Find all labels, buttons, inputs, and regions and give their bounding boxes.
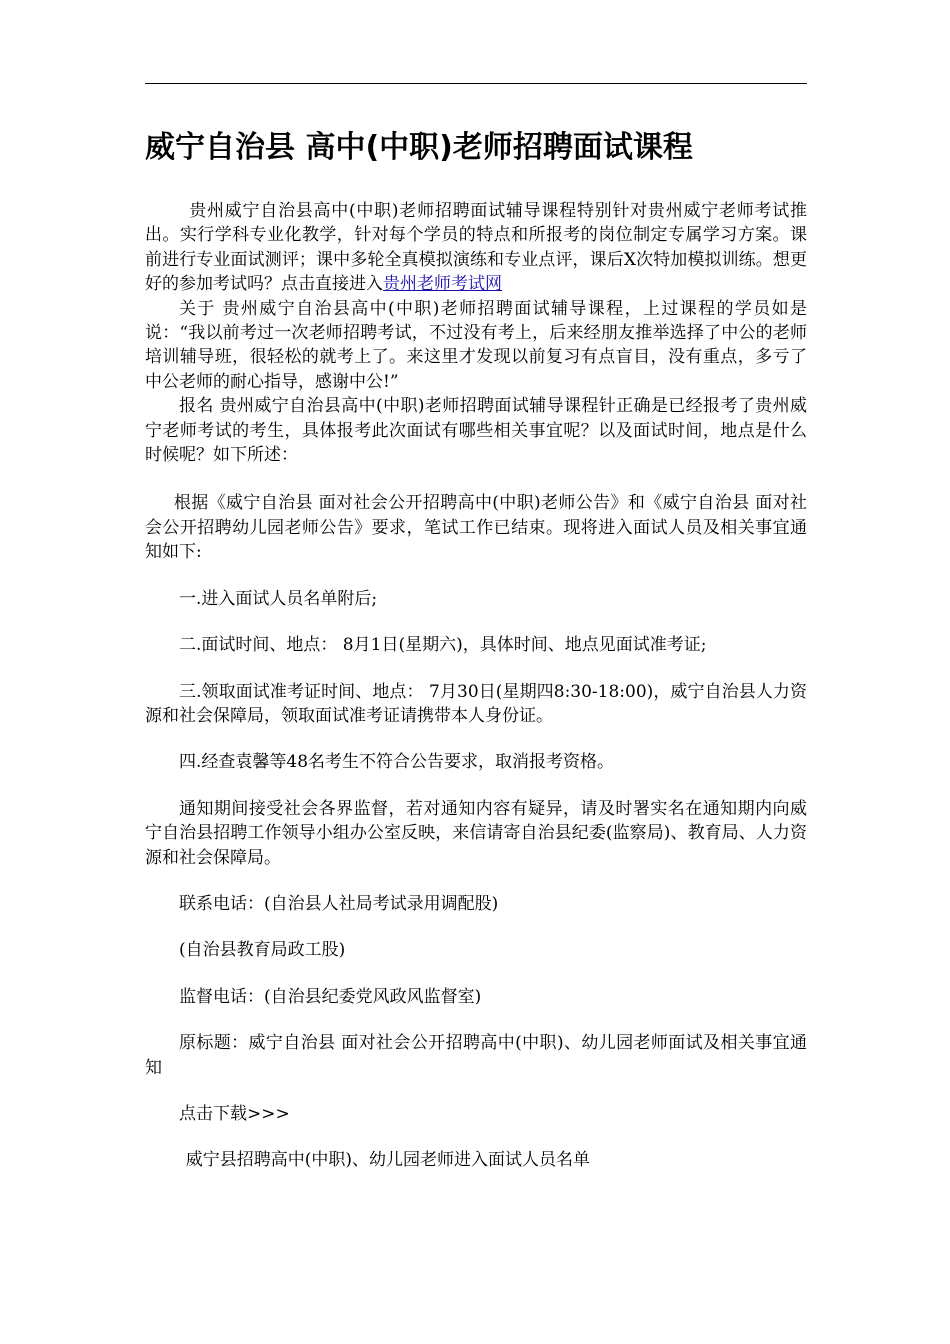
supervision-phone: 监督电话：(自治县纪委党风政风监督室): [179, 986, 482, 1007]
contact-phone-2: (自治县教育局政工股): [179, 940, 346, 961]
attachment-title[interactable]: 威宁县招聘高中(中职)、幼儿园老师进入面试人员名单: [185, 1150, 591, 1171]
supervision-paragraph: 通知期间接受社会各界监督，若对通知内容有疑异，请及时署实名在通知期内向威宁自治县招聘工作领导小组办公室反映，来信请寄自治县纪委(监察局)、教育局、人力资源和社会保障局。: [145, 798, 807, 868]
top-divider: [145, 83, 807, 84]
notice-item-1: 一.进入面试人员名单附后;: [179, 588, 378, 609]
intro-paragraph-1: [145, 199, 807, 297]
notice-lead: 根据《威宁自治县 面对社会公开招聘高中(中职)老师公告》和《威宁自治县 面对社会公开招聘幼儿园老师公告》要求，笔试工作已结束。现将进入面试人员及相关事宜通知如下:: [145, 493, 807, 563]
exam-site-link[interactable]: 贵州老师考试网: [383, 274, 502, 295]
document-body: [145, 199, 807, 1195]
intro-paragraph-2: 关于 贵州威宁自治县高中(中职)老师招聘面试辅导课程，上过课程的学员如是说：“我以前考过一次老师招聘考试，不过没有考上，后来经朋友推举选择了中公的老师培训辅导班，很轻松的就考上了。来这里才发现以前复习有点盲目，没有重点，多亏了中公老师的耐心指导，感谢中公!”: [145, 298, 807, 392]
page-title: 威宁自治县 高中(中职)老师招聘面试课程: [145, 130, 693, 165]
notice-item-4: 四.经查袁馨等48名考生不符合公告要求，取消报考资格。: [179, 752, 615, 773]
contact-phone-1: 联系电话：(自治县人社局考试录用调配股): [179, 893, 499, 914]
notice-item-2: 二.面试时间、地点： 8月1日(星期六)，具体时间、地点见面试准考证;: [179, 635, 707, 656]
notice-item-3: 三.领取面试准考证时间、地点： 7月30日(星期四8:30-18:00)，威宁自治县人力资源和社会保障局，领取面试准考证请携带本人身份证。: [145, 681, 807, 726]
intro-section: [145, 199, 807, 467]
download-link[interactable]: 点击下载>>>: [179, 1103, 290, 1124]
notice-section: [145, 491, 807, 1172]
original-title: 原标题：威宁自治县 面对社会公开招聘高中(中职)、幼儿园老师面试及相关事宜通知: [145, 1033, 807, 1078]
intro-paragraph-3: 报名 贵州威宁自治县高中(中职)老师招聘面试辅导课程针正确是已经报考了贵州威宁老师考试的考生，具体报考此次面试有哪些相关事宜呢？以及面试时间，地点是什么时候呢？如下所述：: [145, 396, 807, 466]
intro-paragraph-1-text: 贵州威宁自治县高中(中职)老师招聘面试辅导课程特别针对贵州威宁老师考试推出。实行学科专业化教学，针对每个学员的特点和所报考的岗位制定专属学习方案。课前进行专业面试测评；课中多轮全真模拟演练和专业点评，课后X次特加模拟训练。想更好的参加考试吗？点击直接进入: [145, 201, 807, 295]
